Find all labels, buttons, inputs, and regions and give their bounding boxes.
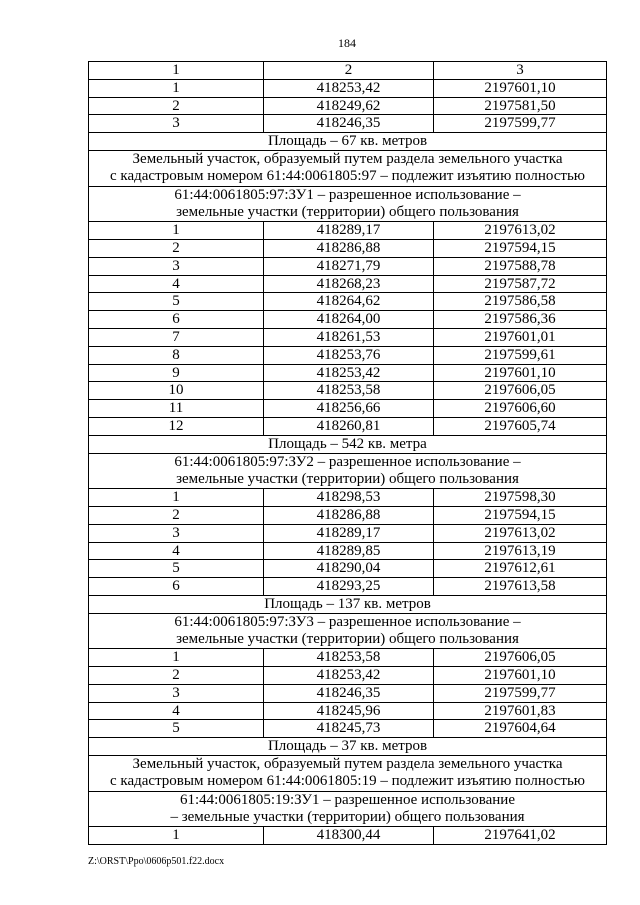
section-heading-row (89, 791, 607, 827)
y-coordinate-cell: 2197601,10 (434, 79, 607, 97)
point-number-cell: 5 (89, 720, 264, 738)
section-heading-row (89, 186, 607, 222)
coordinate-row (89, 827, 607, 845)
x-coordinate-cell: 418289,17 (264, 524, 434, 542)
point-number-cell: 6 (89, 311, 264, 329)
x-coordinate-cell: 418253,42 (264, 667, 434, 685)
point-number-cell: 1 (89, 649, 264, 667)
coordinate-row (89, 578, 607, 596)
point-number-cell: 6 (89, 578, 264, 596)
coordinate-row (89, 328, 607, 346)
y-coordinate-cell: 2197613,02 (434, 524, 607, 542)
merged-cell (89, 756, 607, 792)
x-coordinate-cell: 418253,58 (264, 382, 434, 400)
x-coordinate-cell: 418264,00 (264, 311, 434, 329)
page-number: 184 (338, 36, 356, 50)
merged-cell-line: с кадастровым номером 61:44:0061805:97 – подлежит изъятию полностью (110, 168, 585, 185)
area-summary-row (89, 738, 607, 756)
x-coordinate-cell: 418286,88 (264, 506, 434, 524)
merged-cell-line: Площадь – 137 кв. метров (264, 595, 431, 612)
x-coordinate-cell: 418246,35 (264, 115, 434, 133)
point-number-cell: 11 (89, 400, 264, 418)
point-number-cell: 3 (89, 684, 264, 702)
x-coordinate-cell: 418253,42 (264, 79, 434, 97)
y-coordinate-cell: 2197594,15 (434, 239, 607, 257)
merged-cell-line: земельные участки (территории) общего пользования (176, 470, 519, 487)
point-number-cell: 4 (89, 702, 264, 720)
x-coordinate-cell: 418253,42 (264, 364, 434, 382)
y-coordinate-cell: 2197612,61 (434, 560, 607, 578)
merged-cell (89, 453, 607, 489)
point-number-cell: 3 (89, 115, 264, 133)
x-coordinate-cell: 418264,62 (264, 293, 434, 311)
y-coordinate-cell: 2197581,50 (434, 97, 607, 115)
x-coordinate-cell: 418290,04 (264, 560, 434, 578)
x-coordinate-cell: 418245,73 (264, 720, 434, 738)
merged-cell (89, 186, 607, 222)
y-coordinate-cell: 2197587,72 (434, 275, 607, 293)
x-coordinate-cell: 418289,85 (264, 542, 434, 560)
section-heading-row (89, 453, 607, 489)
point-number-cell: 1 (89, 79, 264, 97)
area-summary-row (89, 595, 607, 613)
merged-cell (89, 738, 607, 756)
y-coordinate-cell: 2197606,05 (434, 382, 607, 400)
point-number-cell: 2 (89, 97, 264, 115)
coordinate-row (89, 311, 607, 329)
coordinate-row (89, 79, 607, 97)
y-coordinate-cell: 2197613,19 (434, 542, 607, 560)
column-number-1: 1 (89, 62, 264, 80)
x-coordinate-cell: 418260,81 (264, 417, 434, 435)
coordinate-row (89, 239, 607, 257)
coordinate-row (89, 97, 607, 115)
y-coordinate-cell: 2197601,10 (434, 364, 607, 382)
coordinate-row (89, 524, 607, 542)
merged-cell-line: с кадастровым номером 61:44:0061805:19 – подлежит изъятию полностью (110, 773, 585, 790)
file-path-footer: Z:\ORST\Ppo\0606p501.f22.docx (88, 856, 225, 867)
y-coordinate-cell: 2197613,58 (434, 578, 607, 596)
y-coordinate-cell: 2197601,01 (434, 328, 607, 346)
merged-cell-line: Площадь – 67 кв. метров (267, 133, 428, 150)
y-coordinate-cell: 2197599,77 (434, 684, 607, 702)
y-coordinate-cell: 2197604,64 (434, 720, 607, 738)
column-number-3: 3 (434, 62, 607, 80)
merged-cell-line: Площадь – 542 кв. метра (268, 435, 427, 452)
coordinate-row (89, 684, 607, 702)
merged-cell-line: 61:44:0061805:97:ЗУ3 – разрешенное использование – (174, 613, 521, 630)
x-coordinate-cell: 418268,23 (264, 275, 434, 293)
point-number-cell: 2 (89, 667, 264, 685)
coordinate-row (89, 364, 607, 382)
point-number-cell: 5 (89, 293, 264, 311)
y-coordinate-cell: 2197586,58 (434, 293, 607, 311)
x-coordinate-cell: 418253,76 (264, 346, 434, 364)
merged-cell (89, 595, 607, 613)
merged-cell-line: 61:44:0061805:97:ЗУ2 – разрешенное использование – (174, 453, 521, 470)
coordinate-row (89, 702, 607, 720)
y-coordinate-cell: 2197606,60 (434, 400, 607, 418)
merged-cell (89, 613, 607, 649)
x-coordinate-cell: 418249,62 (264, 97, 434, 115)
x-coordinate-cell: 418286,88 (264, 239, 434, 257)
coordinate-row (89, 346, 607, 364)
x-coordinate-cell: 418293,25 (264, 578, 434, 596)
coordinate-row (89, 667, 607, 685)
merged-cell-line: Площадь – 37 кв. метров (267, 738, 428, 755)
y-coordinate-cell: 2197601,83 (434, 702, 607, 720)
coordinate-row (89, 275, 607, 293)
x-coordinate-cell: 418261,53 (264, 328, 434, 346)
coordinate-row (89, 489, 607, 507)
y-coordinate-cell: 2197606,05 (434, 649, 607, 667)
point-number-cell: 2 (89, 239, 264, 257)
point-number-cell: 8 (89, 346, 264, 364)
merged-cell-line: – земельные участки (территории) общего пользования (170, 808, 525, 825)
y-coordinate-cell: 2197594,15 (434, 506, 607, 524)
section-heading-row (89, 613, 607, 649)
y-coordinate-cell: 2197613,02 (434, 222, 607, 240)
coordinate-row (89, 560, 607, 578)
section-heading-row (89, 150, 607, 186)
point-number-cell: 1 (89, 222, 264, 240)
point-number-cell: 3 (89, 257, 264, 275)
x-coordinate-cell: 418289,17 (264, 222, 434, 240)
merged-cell (89, 133, 607, 151)
y-coordinate-cell: 2197599,61 (434, 346, 607, 364)
y-coordinate-cell: 2197641,02 (434, 827, 607, 845)
coordinates-table (88, 61, 607, 845)
coordinate-row (89, 649, 607, 667)
point-number-cell: 1 (89, 827, 264, 845)
point-number-cell: 7 (89, 328, 264, 346)
y-coordinate-cell: 2197598,30 (434, 489, 607, 507)
merged-cell-line: земельные участки (территории) общего пользования (176, 203, 519, 220)
x-coordinate-cell: 418253,58 (264, 649, 434, 667)
coordinate-row (89, 506, 607, 524)
merged-cell-line: 61:44:0061805:97:ЗУ1 – разрешенное использование – (174, 186, 521, 203)
point-number-cell: 12 (89, 417, 264, 435)
y-coordinate-cell: 2197588,78 (434, 257, 607, 275)
coordinate-row (89, 417, 607, 435)
point-number-cell: 3 (89, 524, 264, 542)
point-number-cell: 4 (89, 275, 264, 293)
merged-cell-line: земельные участки (территории) общего пользования (176, 631, 519, 647)
y-coordinate-cell: 2197601,10 (434, 667, 607, 685)
x-coordinate-cell: 418256,66 (264, 400, 434, 418)
coordinate-row (89, 400, 607, 418)
area-summary-row (89, 133, 607, 151)
section-heading-row (89, 756, 607, 792)
merged-cell (89, 435, 607, 453)
coordinate-row (89, 257, 607, 275)
x-coordinate-cell: 418271,79 (264, 257, 434, 275)
point-number-cell: 9 (89, 364, 264, 382)
x-coordinate-cell: 418298,53 (264, 489, 434, 507)
point-number-cell: 2 (89, 506, 264, 524)
coordinate-row (89, 382, 607, 400)
merged-cell-line: Земельный участок, образуемый путем раздела земельного участка (132, 150, 563, 167)
x-coordinate-cell: 418300,44 (264, 827, 434, 845)
x-coordinate-cell: 418245,96 (264, 702, 434, 720)
merged-cell (89, 791, 607, 827)
y-coordinate-cell: 2197605,74 (434, 417, 607, 435)
y-coordinate-cell: 2197599,77 (434, 115, 607, 133)
merged-cell-line: 61:44:0061805:19:ЗУ1 – разрешенное использование (180, 791, 515, 808)
area-summary-row (89, 435, 607, 453)
merged-cell (89, 150, 607, 186)
merged-cell-line: Земельный участок, образуемый путем раздела земельного участка (132, 756, 563, 773)
coordinate-row (89, 222, 607, 240)
coordinate-row (89, 115, 607, 133)
x-coordinate-cell: 418246,35 (264, 684, 434, 702)
point-number-cell: 4 (89, 542, 264, 560)
point-number-cell: 5 (89, 560, 264, 578)
column-number-row (89, 62, 607, 80)
coordinate-row (89, 542, 607, 560)
table-body (89, 79, 607, 844)
point-number-cell: 10 (89, 382, 264, 400)
column-number-2: 2 (264, 62, 434, 80)
coordinate-row (89, 293, 607, 311)
point-number-cell: 1 (89, 489, 264, 507)
y-coordinate-cell: 2197586,36 (434, 311, 607, 329)
coordinate-row (89, 720, 607, 738)
